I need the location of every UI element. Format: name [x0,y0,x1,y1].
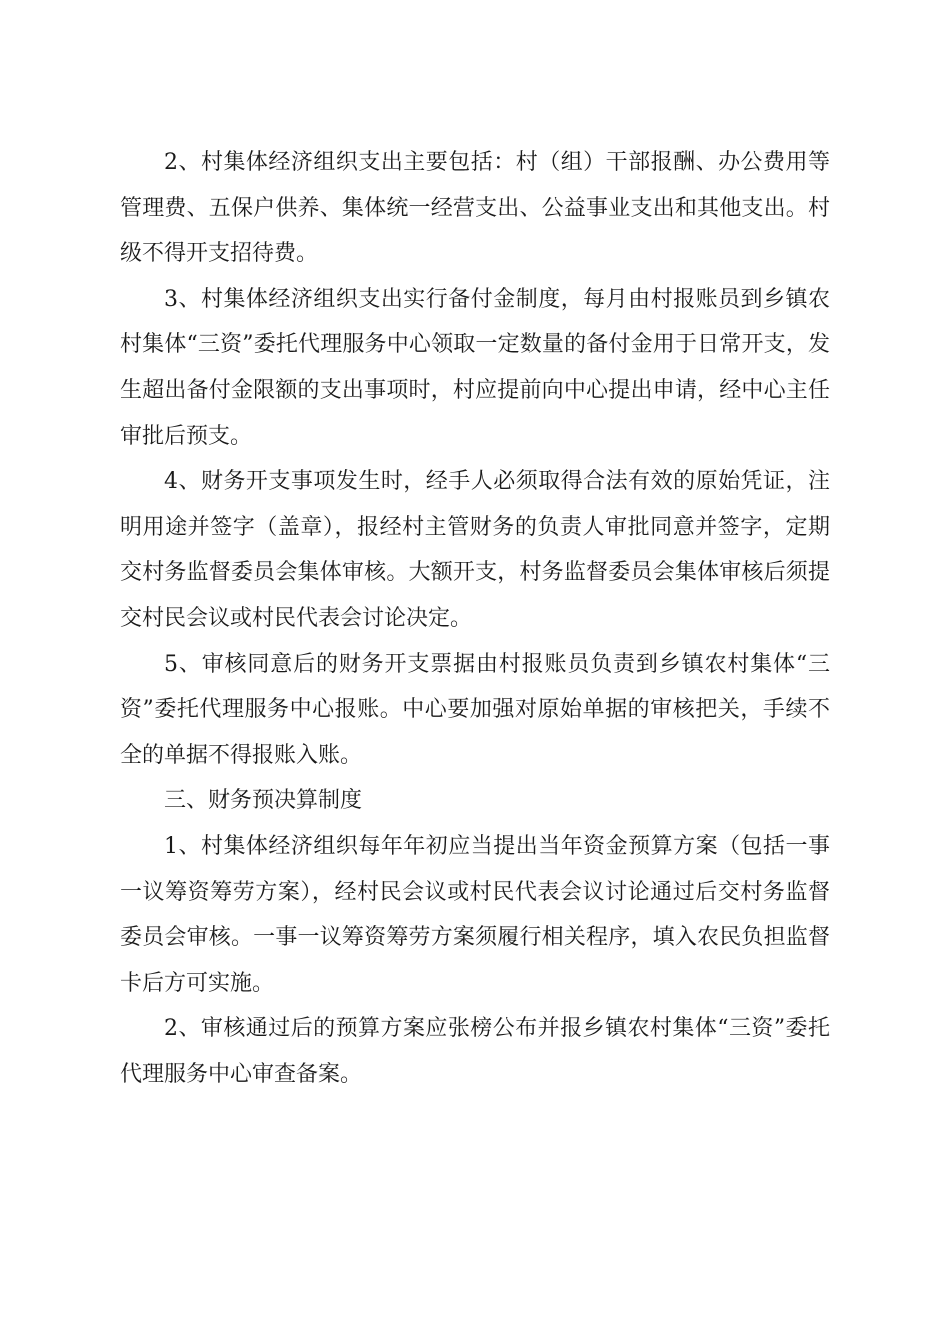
paragraph-budget-filing: 2、审核通过后的预算方案应张榜公布并报乡镇农村集体“三资”委托代理服务中心审查备案。 [120,1016,830,1087]
document-page [120,140,830,1097]
paragraph-expenditure-scope: 2、村集体经济组织支出主要包括：村（组）干部报酬、办公费用等管理费、五保户供养、集体统一经营支出、公益事业支出和其他支出。村级不得开支招待费。 [120,150,830,267]
paragraph-reimbursement: 5、审核同意后的财务开支票据由村报账员负责到乡镇农村集体“三资”委托代理服务中心报账。中心要加强对原始单据的审核把关，手续不全的单据不得报账入账。 [120,651,830,768]
paragraph-budget-plan: 1、村集体经济组织每年年初应当提出当年资金预算方案（包括一事一议筹资筹劳方案），经村民会议或村民代表会议讨论通过后交村务监督委员会审核。一事一议筹资筹劳方案须履行相关程序，填入农民负担监督卡后方可实施。 [120,833,830,996]
paragraph-expense-approval: 4、财务开支事项发生时，经手人必须取得合法有效的原始凭证，注明用途并签字（盖章），报经村主管财务的负责人审批同意并签字，定期交村务监督委员会集体审核。大额开支，村务监督委员会集体审核后须提交村民会议或村民代表会讨论决定。 [120,469,830,631]
section-heading: 三、财务预决算制度 [164,788,363,814]
paragraph-reserve-fund: 3、村集体经济组织支出实行备付金制度，每月由村报账员到乡镇农村集体“三资”委托代理服务中心领取一定数量的备付金用于日常开支，发生超出备付金限额的支出事项时，村应提前向中心提出申请，经中心主任审批后预支。 [120,286,830,449]
